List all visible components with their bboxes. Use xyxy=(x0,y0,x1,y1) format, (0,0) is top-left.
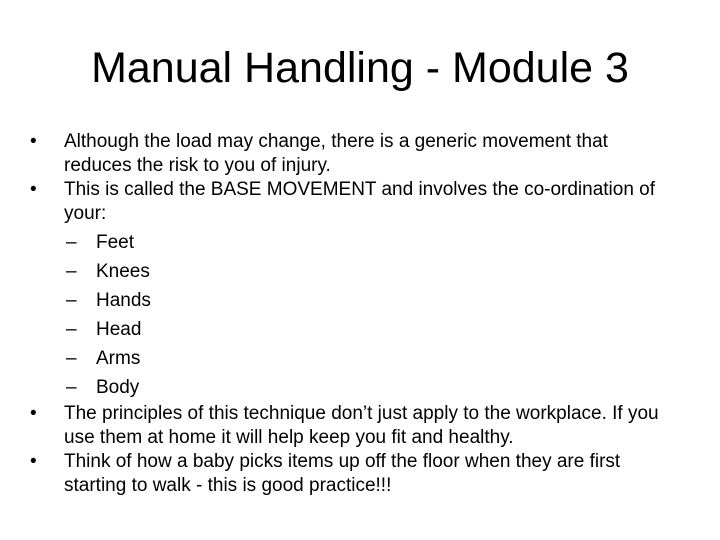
bullet-text: This is called the BASE MOVEMENT and involves the co-ordination of your: xyxy=(64,179,656,224)
slide-title: Manual Handling - Module 3 xyxy=(91,44,629,92)
sub-item-body xyxy=(30,376,680,400)
bullet-item xyxy=(30,130,680,178)
dash-marker: – xyxy=(66,377,77,398)
dash-marker: – xyxy=(66,261,77,282)
sub-item-arms xyxy=(30,347,680,371)
bullet-item xyxy=(30,402,680,450)
bullet-marker: • xyxy=(30,179,37,200)
bullet-text: The principles of this technique don’t just apply to the workplace. If you use them at home it will help keep you fit and healthy. xyxy=(64,403,659,448)
bullet-list xyxy=(30,130,680,498)
bullet-item xyxy=(30,178,680,226)
dash-marker: – xyxy=(66,290,77,311)
bullet-text: Although the load may change, there is a generic movement that reduces the risk to you of injury. xyxy=(64,131,608,176)
bullet-marker: • xyxy=(30,131,37,152)
sub-item-knees xyxy=(30,260,680,284)
sub-item-text: Body xyxy=(96,377,140,398)
sub-item-text: Arms xyxy=(96,348,141,369)
sub-list xyxy=(30,231,680,400)
sub-item-text: Hands xyxy=(96,290,151,311)
bullet-text: Think of how a baby picks items up off the floor when they are first starting to walk - this is good practice!!! xyxy=(64,451,621,496)
bullet-item xyxy=(30,450,680,498)
sub-item-hands xyxy=(30,289,680,313)
bullet-marker: • xyxy=(30,451,37,472)
sub-item-feet xyxy=(30,231,680,255)
sub-item-text: Feet xyxy=(96,232,135,253)
dash-marker: – xyxy=(66,232,77,253)
bullet-marker: • xyxy=(30,403,37,424)
dash-marker: – xyxy=(66,319,77,340)
sub-item-head xyxy=(30,318,680,342)
dash-marker: – xyxy=(66,348,77,369)
sub-item-text: Knees xyxy=(96,261,150,282)
sub-item-text: Head xyxy=(96,319,142,340)
